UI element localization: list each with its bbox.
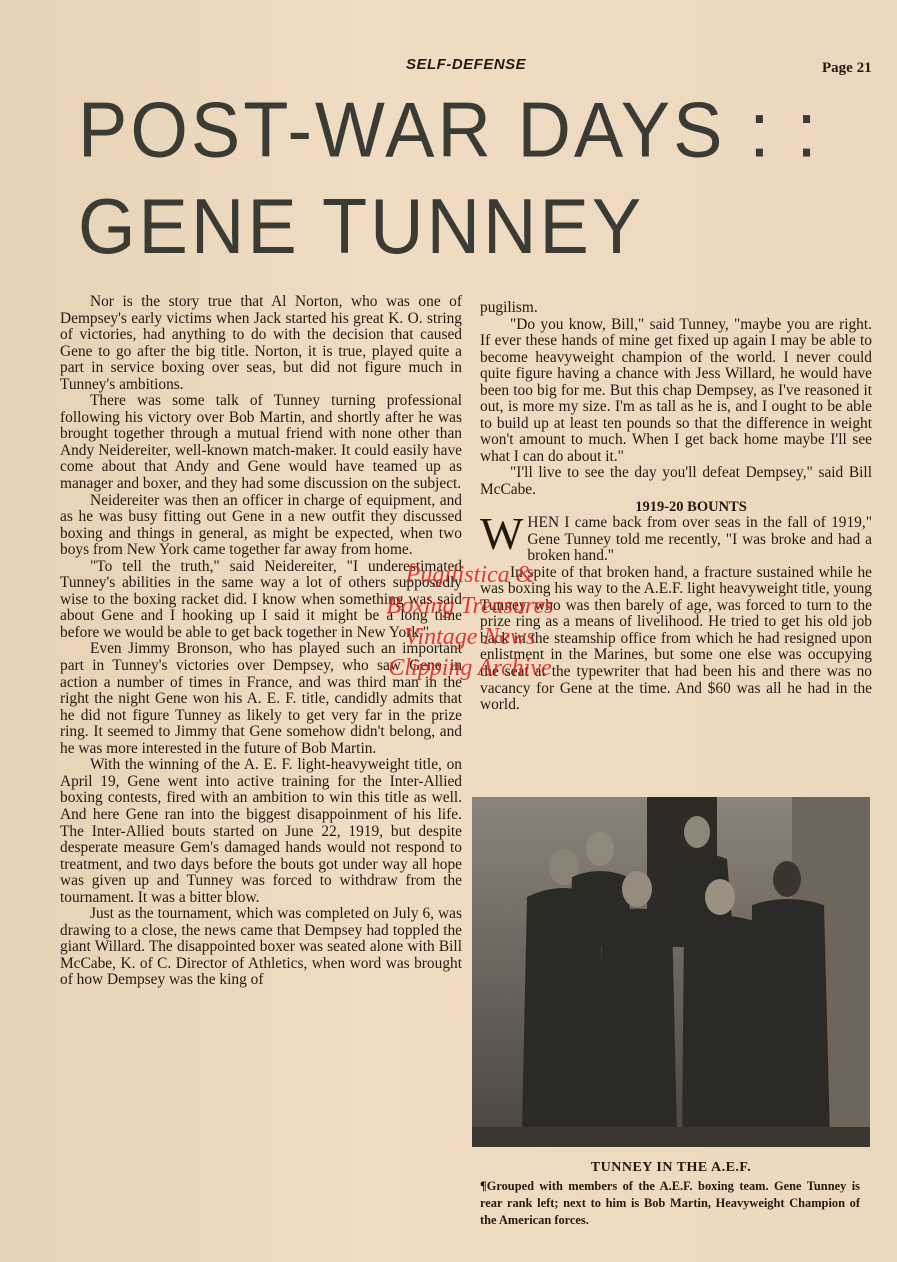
watermark-line: Pugilistica & xyxy=(405,562,535,588)
paragraph: With the winning of the A. E. F. light-heavyweight title, on April 19, Gene went into active training for the Inter-Allied boxing contests, fired with an ambition to win this title as well. And here Gene ran into the biggest disappoinment of his life. The Inter-Allied bouts started on June 22, 1919, but despite desperate measure Gem's damaged hands would not respond to treatment, and two days before the bouts got under way all hope was given up and Tunney was forced to withdraw from the tournament. It was a bitter blow. xyxy=(60,756,462,906)
paragraph: "Do you know, Bill," said Tunney, "maybe you are right. If ever these hands of mine get fixed up again I may be able to become heavyweight champion of the world. I never could quite figure having a chance with Jess Willard, he would have been too big for me. But this chap Dempsey, as I've reasoned it out, is more my size. I'm as tall as he is, and I ought to be able to build up at least ten pounds so that the difference in weight won't amount to much. When I get back home maybe I'll see what I can do about it." xyxy=(480,315,872,465)
photo-caption-title: TUNNEY IN THE A.E.F. xyxy=(590,1160,752,1175)
paragraph: "To tell the truth," said Neidereiter, "I underestimated Tunney's abilities in the same way a lot of others supposedly wise to the boxing racket did. I know when something was said about Gene and I hooking up I said it might be a long time before we would be able to get back together in New York." xyxy=(60,557,462,641)
article-title xyxy=(78,82,888,275)
photo-caption-body: ¶Grouped with members of the A.E.F. boxing team. Gene Tunney is rear rank left; next to him is Bob Martin, Heavyweight Champion of the American forces. xyxy=(480,1179,860,1227)
continuation-text: pugilism. xyxy=(480,299,538,316)
paragraph: Even Jimmy Bronson, who has played such an important part in Tunney's victories over Dempsey, who saw Gene in action a number of times in France, and was third man in the right the night Gene won his A. E. F. title, candidly admits that he did not figure Tunney as likely to get very far in the prize ring. It seemed to Jimmy that Gene somehow didn't belong, and he was more interested in the future of Bob Martin. xyxy=(60,640,462,757)
paragraph: In spite of that broken hand, a fracture sustained while he was boxing his way to the A.E.F. light heavyweight title, young Tunney, who was then barely of age, was forced to turn to the prize ring as a means of livelihood. He tried to get his old job back in the steamship office from which he had resigned upon enlistment in the Marines, but some one else was occupying the seat at the typewriter that had been his and there was no vacancy for Gene at the time. And $60 was all he had in the world. xyxy=(480,563,872,714)
dropcap-letter: W xyxy=(480,508,524,560)
team-photo-image xyxy=(472,797,870,1147)
dropcap-paragraph-text: HEN I came back from over seas in the fall of 1919," Gene Tunney told me recently, "I was broke and had a broken hand." xyxy=(527,514,872,565)
watermark-line: Clipping Archive xyxy=(388,655,552,681)
page-number: Page 21 xyxy=(822,60,872,76)
paragraph: Nor is the story true that Al Norton, who was one of Dempsey's early victims when Jack started his great K. O. string of victories, had anything to do with the decision that caused Gene to go after the big title. Norton, it is true, played quite a part in service boxing over seas, but did not figure much in Tunney's ambitions. xyxy=(60,293,462,393)
paragraph: Just as the tournament, which was completed on July 6, was drawing to a close, the news came that Dempsey had toppled the giant Willard. The disappointed boxer was seated alone with Bill McCabe, K. of C. Director of Athletics, when word was brought of how Dempsey was the king of xyxy=(60,905,462,989)
title-line-1: POST-WAR DAYS : : xyxy=(78,86,820,174)
watermark-line: Vintage News xyxy=(404,624,536,650)
team-photo xyxy=(472,797,870,1147)
section-subhead: 1919-20 BOUNTS xyxy=(635,498,747,515)
paragraph: There was some talk of Tunney turning professional following his victory over Bob Martin, and shortly after he was brought together through a mutual friend with none other than Andy Neidereiter, well-known match-maker. It could easily have come about that Andy and Gene would have teamed up as manager and boxer, and they had some discussion on the subject. xyxy=(60,392,462,493)
left-column xyxy=(60,294,462,989)
paragraph: "I'll live to see the day you'll defeat Dempsey," said Bill McCabe. xyxy=(480,464,872,499)
title-line-2: GENE TUNNEY xyxy=(78,182,645,270)
dropcap-paragraph xyxy=(480,508,872,565)
running-head: SELF-DEFENSE xyxy=(406,56,527,73)
right-column xyxy=(480,300,872,714)
paragraph: Neidereiter was then an officer in charge of equipment, and as he was busy fitting out Gene in a new outfit they discussed boxing and things in general, as might be expected, when two boys from New York came together far away from home. xyxy=(60,491,462,559)
watermark-line: Boxing Treasures xyxy=(386,593,554,619)
